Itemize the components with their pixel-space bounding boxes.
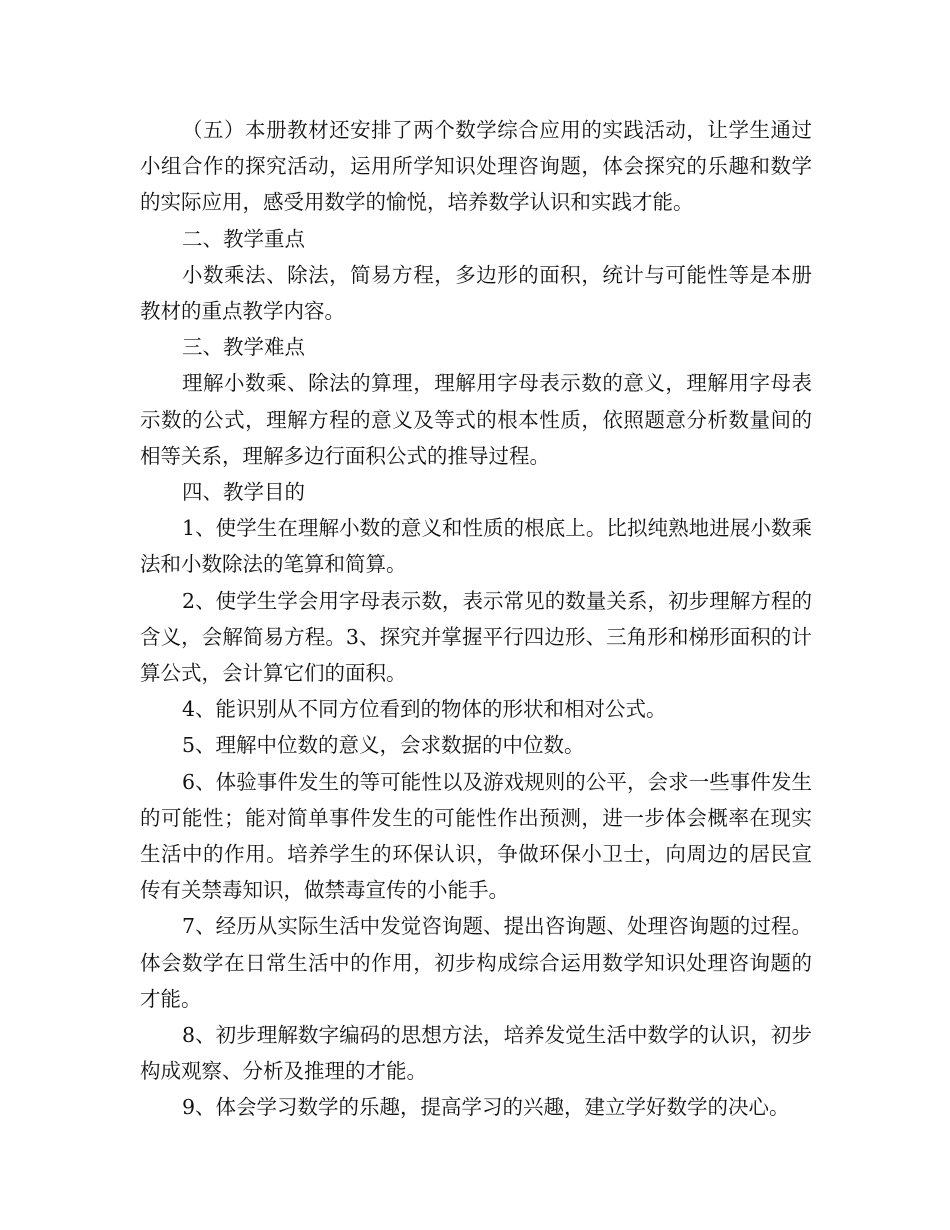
paragraph-teaching-difficulties: 理解小数乘、除法的算理，理解用字母表示数的意义，理解用字母表示数的公式，理解方程的意义及等式的根本性质，依照题意分析数量间的相等关系，理解多边行面积公式的推导过程。 [140, 371, 812, 468]
heading-teaching-difficulties: 三、教学难点 [182, 335, 305, 360]
paragraph-practice-activities: （五）本册教材还安排了两个数学综合应用的实践活动，让学生通过小组合作的探究活动，运用所学知识处理咨询题，体会探究的乐趣和数学的实际应用，感受用数学的愉悦，培养数学认识和实践才能。 [140, 118, 812, 215]
goal-item-1: 1、使学生在理解小数的意义和性质的根底上。比拟纯熟地进展小数乘法和小数除法的笔算和简算。 [140, 516, 812, 577]
goal-item-7: 7、经历从实际生活中发觉咨询题、提出咨询题、处理咨询题的过程。体会数学在日常生活中的作用，初步构成综合运用数学知识处理咨询题的才能。 [140, 914, 812, 1011]
heading-teaching-goals: 四、教学目的 [182, 480, 305, 505]
goal-item-5: 5、理解中位数的意义，会求数据的中位数。 [182, 733, 585, 758]
document-body [140, 112, 812, 1126]
goal-item-9: 9、体会学习数学的乐趣，提高学习的兴趣，建立学好数学的决心。 [182, 1095, 790, 1120]
goal-item-4: 4、能识别从不同方位看到的物体的形状和相对公式。 [182, 697, 667, 722]
goal-item-6: 6、体验事件发生的等可能性以及游戏规则的公平，会求一些事件发生的可能性；能对简单事件发生的可能性作出预测，进一步体会概率在现实生活中的作用。培养学生的环保认识，争做环保小卫士，向周边的居民宣传有关禁毒知识，做禁毒宣传的小能手。 [140, 769, 812, 903]
paragraph-teaching-focus: 小数乘法、除法，简易方程，多边形的面积，统计与可能性等是本册教材的重点教学内容。 [140, 262, 812, 324]
heading-teaching-focus: 二、教学重点 [182, 226, 305, 251]
goal-item-8: 8、初步理解数字编码的思想方法，培养发觉生活中数学的认识，初步构成观察、分析及推理的才能。 [140, 1023, 812, 1084]
goal-item-2-3: 2、使学生学会用字母表示数，表示常见的数量关系，初步理解方程的含义，会解简易方程。3、探究并掌握平行四边形、三角形和梯形面积的计算公式，会计算它们的面积。 [140, 588, 812, 686]
